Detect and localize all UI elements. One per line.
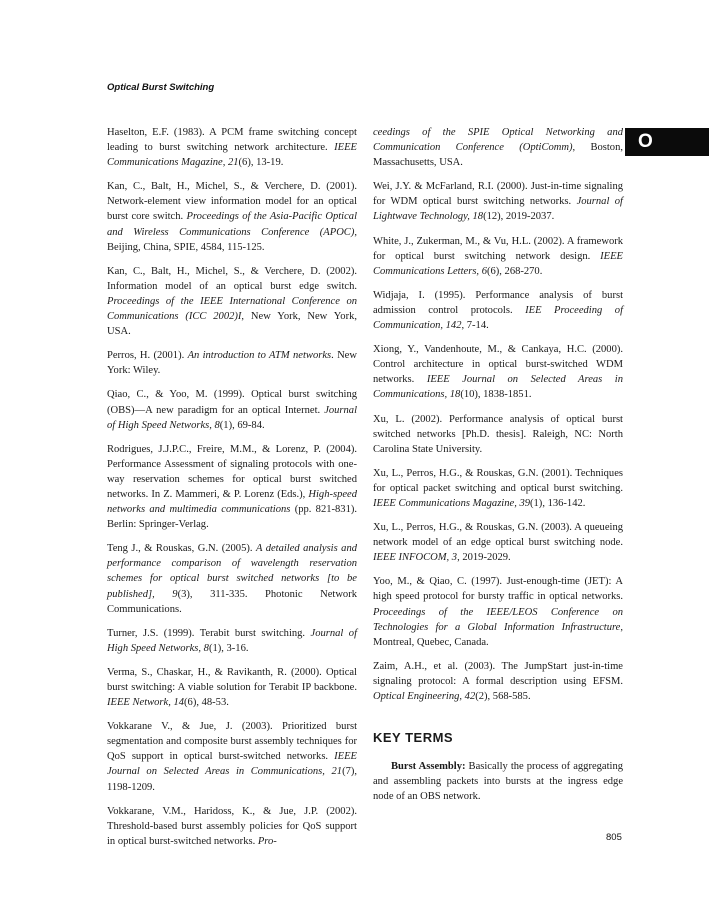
key-terms-heading: KEY TERMS: [373, 730, 454, 746]
reference-entry: White, J., Zukerman, M., & Vu, H.L. (2002). A framework for optical burst switching network design. IEEE Communications Letters, 6(6), 268-270.: [373, 235, 623, 277]
reference-entry: Widjaja, I. (1995). Performance analysis of burst admission control protocols. IEE Proceeding of Communication, 142, 7-14.: [373, 289, 623, 332]
reference-entry: Zaim, A.H., et al. (2003). The JumpStart just-in-time signaling protocol: A formal description using EFSM. Optical Engineering, 42(2), 568-585.: [373, 660, 623, 702]
key-term-definition: Basically the process of aggregating and assembling packets into bursts at the ingress edge node of an OBS network.: [373, 761, 623, 803]
reference-entry: Kan, C., Balt, H., Michel, S., & Verchere, D. (2001). Network-element view information model for an optical burst core switch. Proceedings of the Asia-Pacific Optical and Wireless Communications Conference (APOC), Beijing, China, SPIE, 4584, 115-125.: [107, 181, 357, 253]
reference-entry: Xu, L. (2002). Performance analysis of optical burst switched networks [Ph.D. thesis]. Raleigh, NC: North Carolina State University.: [373, 413, 623, 455]
reference-entry: Vokkarane V., & Jue, J. (2003). Prioritized burst segmentation and composite burst assembly techniques for QoS support in optical burst-switched networks. IEEE Journal on Selected Areas in Communications, 21(7), 1198-1209.: [107, 721, 357, 793]
page-number: 805: [606, 832, 622, 843]
reference-entry: Xu, L., Perros, H.G., & Rouskas, G.N. (2003). A queueing network model of an edge optical burst switching node. IEEE INFOCOM, 3, 2019-2029.: [373, 522, 623, 564]
section-letter-tab: O: [625, 128, 709, 156]
reference-entry: Kan, C., Balt, H., Michel, S., & Verchere, D. (2002). Information model of an optical burst edge switch. Proceedings of the IEEE International Conference on Communications (ICC 2002)I, New York, New York, USA.: [107, 265, 357, 338]
reference-entry: Yoo, M., & Qiao, C. (1997). Just-enough-time (JET): A high speed protocol for bursty traffic in optical networks. Proceedings of the IEEE/LEOS Conference on Technologies for a Global Information Infrastructure, Montreal, Quebec, Canada.: [373, 576, 623, 648]
right-column: [373, 125, 623, 804]
reference-entry: Teng J., & Rouskas, G.N. (2005). A detailed analysis and performance comparison of wavelength reservation schemes for optical burst switched networks [to be published], 9(3), 311-335. Photonic Network Communications.: [107, 543, 357, 615]
reference-entry: Qiao, C., & Yoo, M. (1999). Optical burst switching (OBS)—A new paradigm for an optical Internet. Journal of High Speed Networks, 8(1), 69-84.: [107, 389, 357, 431]
reference-entry: Verma, S., Chaskar, H., & Ravikanth, R. (2000). Optical burst switching: A viable solution for Terabit IP backbone. IEEE Network, 14(6), 48-53.: [107, 666, 357, 709]
left-column: [107, 125, 357, 849]
key-term-entry: [373, 759, 623, 804]
reference-entry: Xu, L., Perros, H.G., & Rouskas, G.N. (2001). Techniques for optical packet switching and optical burst switching. IEEE Communications Magazine, 39(1), 136-142.: [373, 467, 623, 509]
reference-entry: Wei, J.Y. & McFarland, R.I. (2000). Just-in-time signaling for WDM optical burst switching networks. Journal of Lightwave Technology, 18(12), 2019-2037.: [373, 181, 623, 223]
key-term-name: Burst Assembly:: [391, 761, 466, 773]
running-head: Optical Burst Switching: [107, 82, 215, 93]
reference-entry: Perros, H. (2001). An introduction to ATM networks. New York: Wiley.: [107, 350, 357, 377]
reference-entry: Rodrigues, J.J.P.C., Freire, M.M., & Lorenz, P. (2004). Performance Assessment of signaling protocols with one-way reservation schemes for optical burst switched networks. In Z. Mammeri, & P. Lorenz (Eds.), High-speed networks and multimedia communications (pp. 821-831). Berlin: Springer-Verlag.: [107, 443, 357, 531]
reference-entry: Haselton, E.F. (1983). A PCM frame switching concept leading to burst switching network architecture. IEEE Communications Magazine, 21(6), 13-19.: [107, 127, 357, 169]
reference-entry: Xiong, Y., Vandenhoute, M., & Cankaya, H.C. (2000). Control architecture in optical burst-switched WDM networks. IEEE Journal on Selected Areas in Communications, 18(10), 1838-1851.: [373, 344, 623, 401]
reference-entry: Vokkarane, V.M., Haridoss, K., & Jue, J.P. (2002). Threshold-based burst assembly policies for QoS support in optical burst-switched networks. Pro-: [107, 805, 357, 847]
reference-entry: Turner, J.S. (1999). Terabit burst switching. Journal of High Speed Networks, 8(1), 3-16.: [107, 627, 357, 654]
reference-entry: ceedings of the SPIE Optical Networking and Communication Conference (OptiComm), Boston, Massachusetts, USA.: [373, 127, 623, 169]
